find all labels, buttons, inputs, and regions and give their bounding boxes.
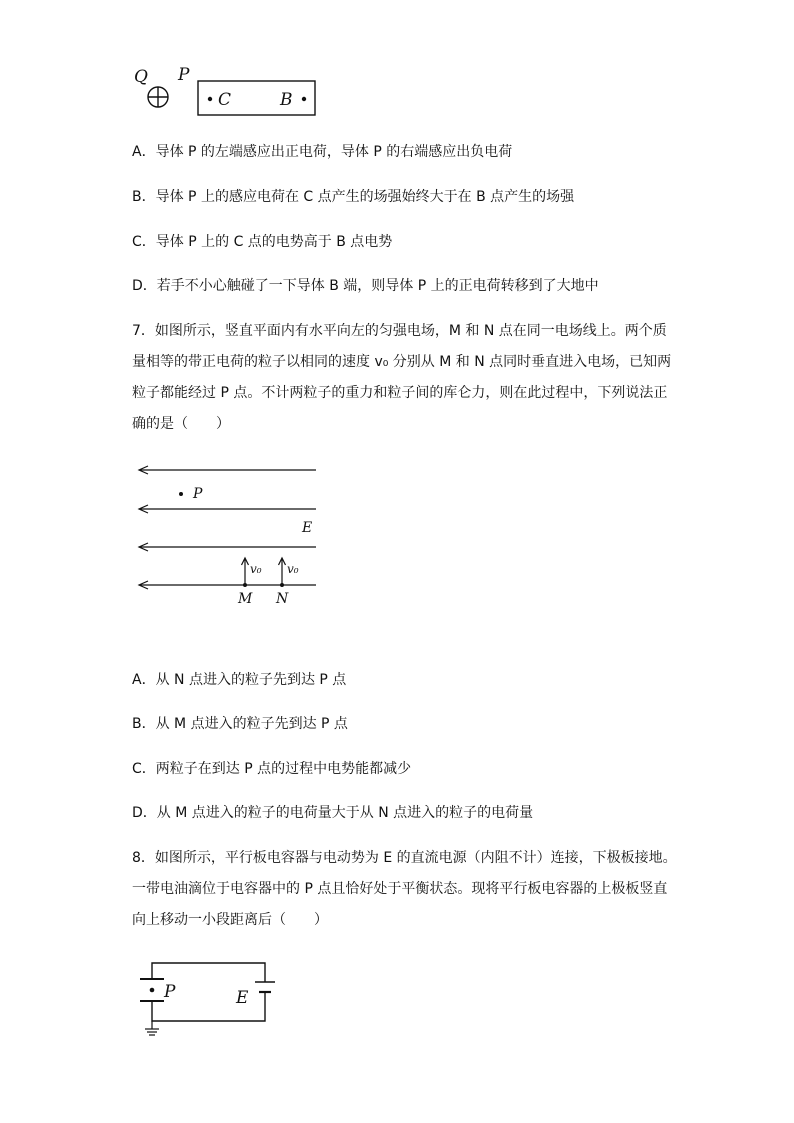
q8-figure bbox=[136, 955, 286, 1045]
q6-option-c: C．导体 P 上的 C 点的电势高于 B 点电势 bbox=[132, 234, 393, 250]
q7-label-e: E bbox=[302, 520, 313, 536]
q7-label-p: P bbox=[193, 486, 203, 502]
q8-label-p: P bbox=[164, 982, 176, 1002]
q7-stem-line-4: 确的是（ ） bbox=[132, 416, 230, 432]
q7-label-v0-m: v₀ bbox=[250, 562, 262, 576]
q8-stem-line-2: 一带电油滴位于电容器中的 P 点且恰好处于平衡状态。现将平行板电容器的上极板竖直 bbox=[132, 881, 668, 897]
q6-option-d: D．若手不小心触碰了一下导体 B 端，则导体 P 上的正电荷转移到了大地中 bbox=[132, 278, 599, 294]
q6-label-q: Q bbox=[134, 67, 148, 87]
q7-option-a: A．从 N 点进入的粒子先到达 P 点 bbox=[132, 672, 347, 688]
q8-stem-line-3: 向上移动一小段距离后（ ） bbox=[132, 912, 328, 928]
q6-label-b: B bbox=[280, 90, 293, 110]
q6-option-b: B．导体 P 上的感应电荷在 C 点产生的场强始终大于在 B 点产生的场强 bbox=[132, 189, 575, 205]
q7-stem-line-2: 量相等的带正电荷的粒子以相同的速度 v₀ 分别从 M 和 N 点同时垂直进入电场，已知两 bbox=[132, 354, 672, 370]
point-n-dot bbox=[280, 583, 284, 587]
q7-label-v0-n: v₀ bbox=[287, 562, 299, 576]
q7-option-b: B．从 M 点进入的粒子先到达 P 点 bbox=[132, 716, 348, 732]
q6-figure bbox=[128, 62, 328, 118]
q7-stem-line-1: 7．如图所示，竖直平面内有水平向左的匀强电场，M 和 N 点在同一电场线上。两个质 bbox=[132, 323, 667, 339]
ground-icon bbox=[145, 1029, 159, 1035]
q6-label-p: P bbox=[178, 65, 190, 85]
q7-figure bbox=[130, 458, 330, 608]
q7-stem-line-3: 粒子都能经过 P 点。不计两粒子的重力和粒子间的库仑力，则在此过程中，下列说法正 bbox=[132, 385, 668, 401]
conductor-p bbox=[198, 81, 315, 115]
circuit-wire-top bbox=[152, 963, 265, 982]
q7-label-n: N bbox=[276, 591, 289, 607]
q7-option-d: D．从 M 点进入的粒子的电荷量大于从 N 点进入的粒子的电荷量 bbox=[132, 805, 534, 821]
point-p-dot bbox=[179, 492, 183, 496]
q8-label-e: E bbox=[236, 988, 249, 1008]
oil-drop-dot bbox=[150, 988, 155, 993]
point-m-dot bbox=[243, 583, 247, 587]
point-b-dot bbox=[302, 97, 306, 101]
q7-label-m: M bbox=[238, 591, 253, 607]
point-c-dot bbox=[208, 97, 212, 101]
q6-option-a: A．导体 P 的左端感应出正电荷，导体 P 的右端感应出负电荷 bbox=[132, 144, 513, 160]
q6-label-c: C bbox=[218, 90, 232, 110]
q7-option-c: C．两粒子在到达 P 点的过程中电势能都减少 bbox=[132, 761, 412, 777]
q8-stem-line-1: 8．如图所示，平行板电容器与电动势为 E 的直流电源（内阻不计）连接，下极板接地。 bbox=[132, 850, 677, 866]
